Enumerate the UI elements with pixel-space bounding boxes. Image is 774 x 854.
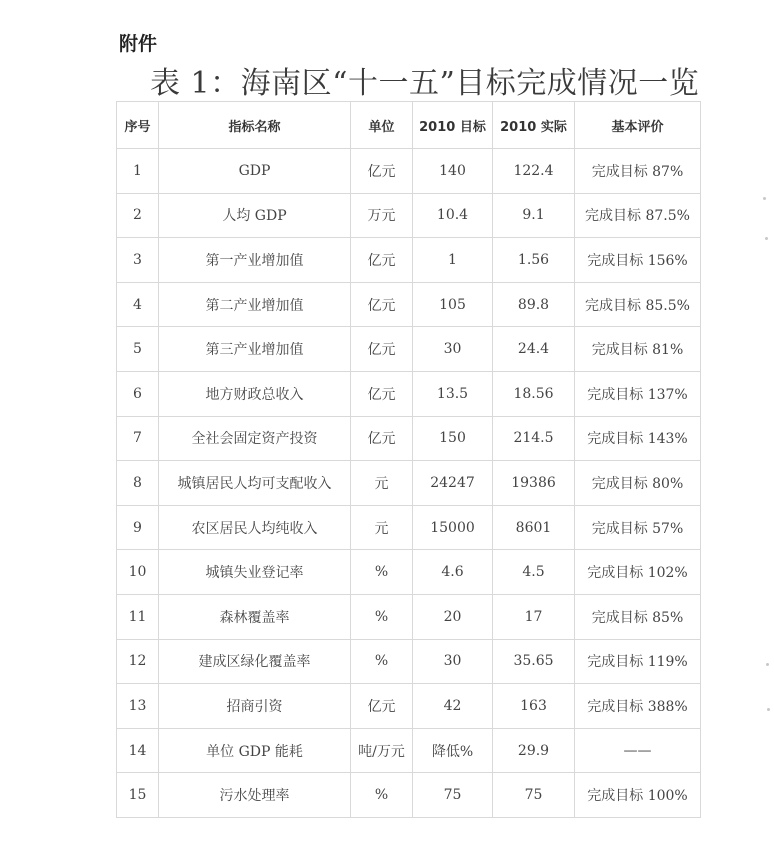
- table-row: [117, 773, 701, 818]
- cell-evaluation: 完成目标 81%: [575, 327, 701, 372]
- cell-no: 15: [117, 773, 159, 818]
- cell-indicator-name: 单位 GDP 能耗: [159, 728, 351, 773]
- target-completion-table: [116, 101, 701, 818]
- cell-indicator-name: 森林覆盖率: [159, 594, 351, 639]
- cell-unit: 亿元: [351, 416, 413, 461]
- table-row: [117, 416, 701, 461]
- cell-2010-target: 1: [413, 238, 493, 283]
- cell-2010-target: 24247: [413, 461, 493, 506]
- cell-2010-actual: 24.4: [493, 327, 575, 372]
- cell-2010-actual: 8601: [493, 505, 575, 550]
- table-row: [117, 550, 701, 595]
- cell-2010-actual: 9.1: [493, 193, 575, 238]
- cell-2010-target: 13.5: [413, 371, 493, 416]
- cell-unit: 亿元: [351, 684, 413, 729]
- cell-2010-actual: 18.56: [493, 371, 575, 416]
- cell-2010-actual: 122.4: [493, 149, 575, 194]
- table-row: [117, 238, 701, 283]
- cell-evaluation: 完成目标 87.5%: [575, 193, 701, 238]
- cell-2010-actual: 1.56: [493, 238, 575, 283]
- cell-unit: %: [351, 594, 413, 639]
- cell-2010-target: 30: [413, 327, 493, 372]
- cell-indicator-name: 农区居民人均纯收入: [159, 505, 351, 550]
- table-row: [117, 728, 701, 773]
- cell-evaluation: 完成目标 137%: [575, 371, 701, 416]
- cell-evaluation: 完成目标 102%: [575, 550, 701, 595]
- cell-2010-target: 20: [413, 594, 493, 639]
- cell-2010-actual: 17: [493, 594, 575, 639]
- cell-indicator-name: GDP: [159, 149, 351, 194]
- cell-evaluation: 完成目标 156%: [575, 238, 701, 283]
- cell-no: 5: [117, 327, 159, 372]
- cell-no: 13: [117, 684, 159, 729]
- table-row: [117, 149, 701, 194]
- cell-evaluation: 完成目标 85%: [575, 594, 701, 639]
- cell-no: 4: [117, 282, 159, 327]
- cell-indicator-name: 第一产业增加值: [159, 238, 351, 283]
- scan-speck: [767, 708, 770, 711]
- cell-unit: 万元: [351, 193, 413, 238]
- table-row: [117, 639, 701, 684]
- table-row: [117, 684, 701, 729]
- header-2010-actual: 2010 实际: [493, 102, 575, 149]
- cell-evaluation: 完成目标 143%: [575, 416, 701, 461]
- cell-2010-actual: 163: [493, 684, 575, 729]
- cell-indicator-name: 人均 GDP: [159, 193, 351, 238]
- table-row: [117, 505, 701, 550]
- cell-2010-actual: 214.5: [493, 416, 575, 461]
- cell-2010-target: 10.4: [413, 193, 493, 238]
- cell-2010-actual: 35.65: [493, 639, 575, 684]
- cell-indicator-name: 城镇失业登记率: [159, 550, 351, 595]
- cell-indicator-name: 建成区绿化覆盖率: [159, 639, 351, 684]
- cell-unit: 亿元: [351, 327, 413, 372]
- cell-evaluation: 完成目标 57%: [575, 505, 701, 550]
- header-2010-target: 2010 目标: [413, 102, 493, 149]
- attachment-label: 附件: [119, 33, 158, 55]
- cell-2010-actual: 4.5: [493, 550, 575, 595]
- cell-indicator-name: 招商引资: [159, 684, 351, 729]
- cell-evaluation: 完成目标 87%: [575, 149, 701, 194]
- table-row: [117, 461, 701, 506]
- header-unit: 单位: [351, 102, 413, 149]
- cell-2010-actual: 75: [493, 773, 575, 818]
- header-no: 序号: [117, 102, 159, 149]
- cell-evaluation: 完成目标 119%: [575, 639, 701, 684]
- table-row: [117, 327, 701, 372]
- cell-no: 6: [117, 371, 159, 416]
- cell-evaluation: 完成目标 388%: [575, 684, 701, 729]
- table-header-row: [117, 102, 701, 149]
- cell-evaluation: 完成目标 85.5%: [575, 282, 701, 327]
- cell-unit: 亿元: [351, 238, 413, 283]
- cell-unit: 吨/万元: [351, 728, 413, 773]
- cell-no: 12: [117, 639, 159, 684]
- document-title: 表 1：海南区“十一五”目标完成情况一览: [150, 66, 700, 101]
- cell-unit: 元: [351, 461, 413, 506]
- cell-no: 2: [117, 193, 159, 238]
- scan-speck: [766, 663, 769, 666]
- cell-evaluation: 完成目标 100%: [575, 773, 701, 818]
- cell-no: 10: [117, 550, 159, 595]
- cell-evaluation: ——: [575, 728, 701, 773]
- cell-unit: %: [351, 550, 413, 595]
- cell-evaluation: 完成目标 80%: [575, 461, 701, 506]
- table-body: [117, 149, 701, 818]
- cell-indicator-name: 第二产业增加值: [159, 282, 351, 327]
- cell-indicator-name: 污水处理率: [159, 773, 351, 818]
- cell-2010-target: 150: [413, 416, 493, 461]
- cell-2010-target: 4.6: [413, 550, 493, 595]
- cell-no: 11: [117, 594, 159, 639]
- cell-unit: 亿元: [351, 371, 413, 416]
- table-row: [117, 594, 701, 639]
- cell-2010-actual: 89.8: [493, 282, 575, 327]
- cell-indicator-name: 地方财政总收入: [159, 371, 351, 416]
- header-evaluation: 基本评价: [575, 102, 701, 149]
- cell-2010-target: 75: [413, 773, 493, 818]
- cell-2010-target: 140: [413, 149, 493, 194]
- cell-no: 9: [117, 505, 159, 550]
- cell-unit: 亿元: [351, 282, 413, 327]
- cell-no: 7: [117, 416, 159, 461]
- cell-no: 14: [117, 728, 159, 773]
- cell-2010-target: 30: [413, 639, 493, 684]
- table-row: [117, 282, 701, 327]
- cell-2010-actual: 19386: [493, 461, 575, 506]
- cell-unit: 亿元: [351, 149, 413, 194]
- header-indicator-name: 指标名称: [159, 102, 351, 149]
- cell-2010-target: 15000: [413, 505, 493, 550]
- cell-unit: 元: [351, 505, 413, 550]
- scan-speck: [765, 237, 768, 240]
- cell-indicator-name: 第三产业增加值: [159, 327, 351, 372]
- table-row: [117, 371, 701, 416]
- cell-2010-target: 42: [413, 684, 493, 729]
- cell-2010-actual: 29.9: [493, 728, 575, 773]
- cell-unit: %: [351, 773, 413, 818]
- cell-unit: %: [351, 639, 413, 684]
- cell-no: 8: [117, 461, 159, 506]
- cell-indicator-name: 城镇居民人均可支配收入: [159, 461, 351, 506]
- cell-2010-target: 降低%: [413, 728, 493, 773]
- cell-no: 3: [117, 238, 159, 283]
- scan-speck: [763, 197, 766, 200]
- cell-no: 1: [117, 149, 159, 194]
- cell-indicator-name: 全社会固定资产投资: [159, 416, 351, 461]
- table-row: [117, 193, 701, 238]
- cell-2010-target: 105: [413, 282, 493, 327]
